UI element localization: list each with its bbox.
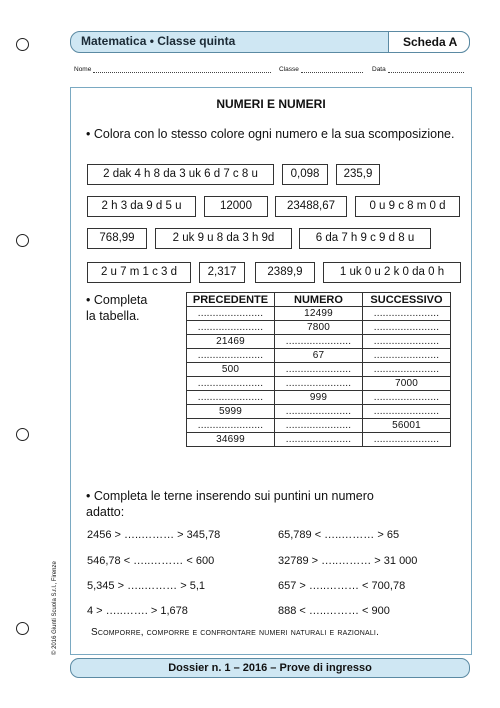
table-cell[interactable]: ...................... — [275, 419, 363, 433]
subject-title: Matematica • Classe quinta — [81, 34, 236, 48]
table-row — [187, 349, 451, 363]
table-cell[interactable]: ...................... — [275, 433, 363, 447]
class-label: Classe — [279, 66, 299, 73]
table-cell[interactable]: ...................... — [187, 307, 275, 321]
decomposition-box[interactable]: 0 u 9 c 8 m 0 d — [355, 196, 460, 217]
table-row — [187, 321, 451, 335]
table-header-row — [187, 293, 451, 307]
comparison-left[interactable]: 4 > …..……. > 1,678 — [87, 605, 188, 617]
table-cell: 7000 — [363, 377, 451, 391]
decomposition-box[interactable]: 2 h 3 da 9 d 5 u — [87, 196, 196, 217]
header-numero: NUMERO — [275, 293, 363, 307]
date-field[interactable] — [372, 66, 464, 73]
table-row — [187, 433, 451, 447]
table-cell[interactable]: ...................... — [187, 349, 275, 363]
exercise1-instruction: • Colora con lo stesso colore ogni numero e la sua scomposizione. — [86, 127, 455, 141]
comparison-left[interactable]: 2456 > …..……… > 345,78 — [87, 529, 221, 541]
table-cell[interactable]: ...................... — [363, 335, 451, 349]
number-box[interactable]: 2389,9 — [255, 262, 315, 283]
number-box[interactable]: 0,098 — [282, 164, 328, 185]
table-cell: 34699 — [187, 433, 275, 447]
decomposition-box[interactable]: 2 dak 4 h 8 da 3 uk 6 d 7 c 8 u — [87, 164, 274, 185]
binder-hole — [16, 38, 29, 51]
table-row — [187, 391, 451, 405]
table-cell[interactable]: ...................... — [275, 335, 363, 349]
name-label: Nome — [74, 66, 92, 73]
comparison-right[interactable]: 65,789 < …..……… > 65 — [278, 529, 400, 541]
table-cell: 5999 — [187, 405, 275, 419]
decomposition-box[interactable]: 2 uk 9 u 8 da 3 h 9d — [155, 228, 292, 249]
table-cell[interactable]: ...................... — [363, 433, 451, 447]
decomposition-box[interactable]: 2 u 7 m 1 c 3 d — [87, 262, 191, 283]
decomposition-box[interactable]: 6 da 7 h 9 c 9 d 8 u — [299, 228, 431, 249]
table-cell[interactable]: ...................... — [187, 377, 275, 391]
table-row — [187, 377, 451, 391]
decomposition-box[interactable]: 1 uk 0 u 2 k 0 da 0 h — [323, 262, 461, 283]
table-cell: 7800 — [275, 321, 363, 335]
learning-objective: Scomporre, comporre e confrontare numeri naturali e razionali. — [91, 627, 380, 638]
exercise2-instruction-line2: la tabella. — [86, 309, 140, 323]
table-row — [187, 419, 451, 433]
table-cell[interactable]: ...................... — [363, 391, 451, 405]
table-cell[interactable]: ...................... — [187, 321, 275, 335]
date-label: Data — [372, 66, 386, 73]
header-successivo: SUCCESSIVO — [363, 293, 451, 307]
comparison-left[interactable]: 5,345 > …..……… > 5,1 — [87, 580, 206, 592]
table-cell[interactable]: ...................... — [275, 377, 363, 391]
table-cell[interactable]: ...................... — [275, 363, 363, 377]
table-cell[interactable]: ...................... — [363, 363, 451, 377]
worksheet-frame — [70, 87, 472, 655]
table-cell: 21469 — [187, 335, 275, 349]
table-cell: 12499 — [275, 307, 363, 321]
comparison-right[interactable]: 32789 > …..……… > 31 000 — [278, 555, 418, 567]
table-row — [187, 335, 451, 349]
binder-hole — [16, 234, 29, 247]
table-cell[interactable]: ...................... — [363, 349, 451, 363]
header-precedente: PRECEDENTE — [187, 293, 275, 307]
table-cell: 999 — [275, 391, 363, 405]
worksheet-title: NUMERI E NUMERI — [216, 97, 326, 111]
number-box[interactable]: 235,9 — [336, 164, 380, 185]
comparison-right[interactable]: 657 > …..……… < 700,78 — [278, 580, 406, 592]
table-cell[interactable]: ...................... — [363, 307, 451, 321]
number-box[interactable]: 768,99 — [87, 228, 147, 249]
comparison-left[interactable]: 546,78 < …..……… < 600 — [87, 555, 215, 567]
table-row — [187, 405, 451, 419]
number-box[interactable]: 2,317 — [199, 262, 245, 283]
table-cell: 56001 — [363, 419, 451, 433]
sheet-tab — [388, 31, 470, 53]
exercise3-instruction-line1: • Completa le terne inserendo sui puntini un numero — [86, 489, 374, 503]
exercise3-instruction-line2: adatto: — [86, 505, 125, 519]
number-box[interactable]: 23488,67 — [275, 196, 347, 217]
class-field[interactable] — [279, 66, 363, 73]
number-box[interactable]: 12000 — [204, 196, 268, 217]
sheet-label: Scheda A — [403, 35, 458, 49]
copyright-note: © 2016 Giunti Scuola S.r.l., Firenze — [52, 561, 58, 655]
student-fields — [74, 66, 468, 78]
exercise2-instruction-line1: • Completa — [86, 293, 148, 307]
comparison-right[interactable]: 888 < …..……… < 900 — [278, 605, 390, 617]
number-table — [186, 292, 451, 447]
table-cell[interactable]: ...................... — [275, 405, 363, 419]
binder-hole — [16, 428, 29, 441]
table-cell[interactable]: ...................... — [363, 405, 451, 419]
table-cell[interactable]: ...................... — [187, 391, 275, 405]
binder-hole — [16, 622, 29, 635]
table-cell: 67 — [275, 349, 363, 363]
name-field[interactable] — [74, 66, 271, 73]
table-cell[interactable]: ...................... — [187, 419, 275, 433]
header-bar — [70, 31, 470, 53]
table-cell: 500 — [187, 363, 275, 377]
table-row — [187, 363, 451, 377]
table-row — [187, 307, 451, 321]
table-cell[interactable]: ...................... — [363, 321, 451, 335]
footer-bar: Dossier n. 1 – 2016 – Prove di ingresso — [70, 658, 470, 678]
